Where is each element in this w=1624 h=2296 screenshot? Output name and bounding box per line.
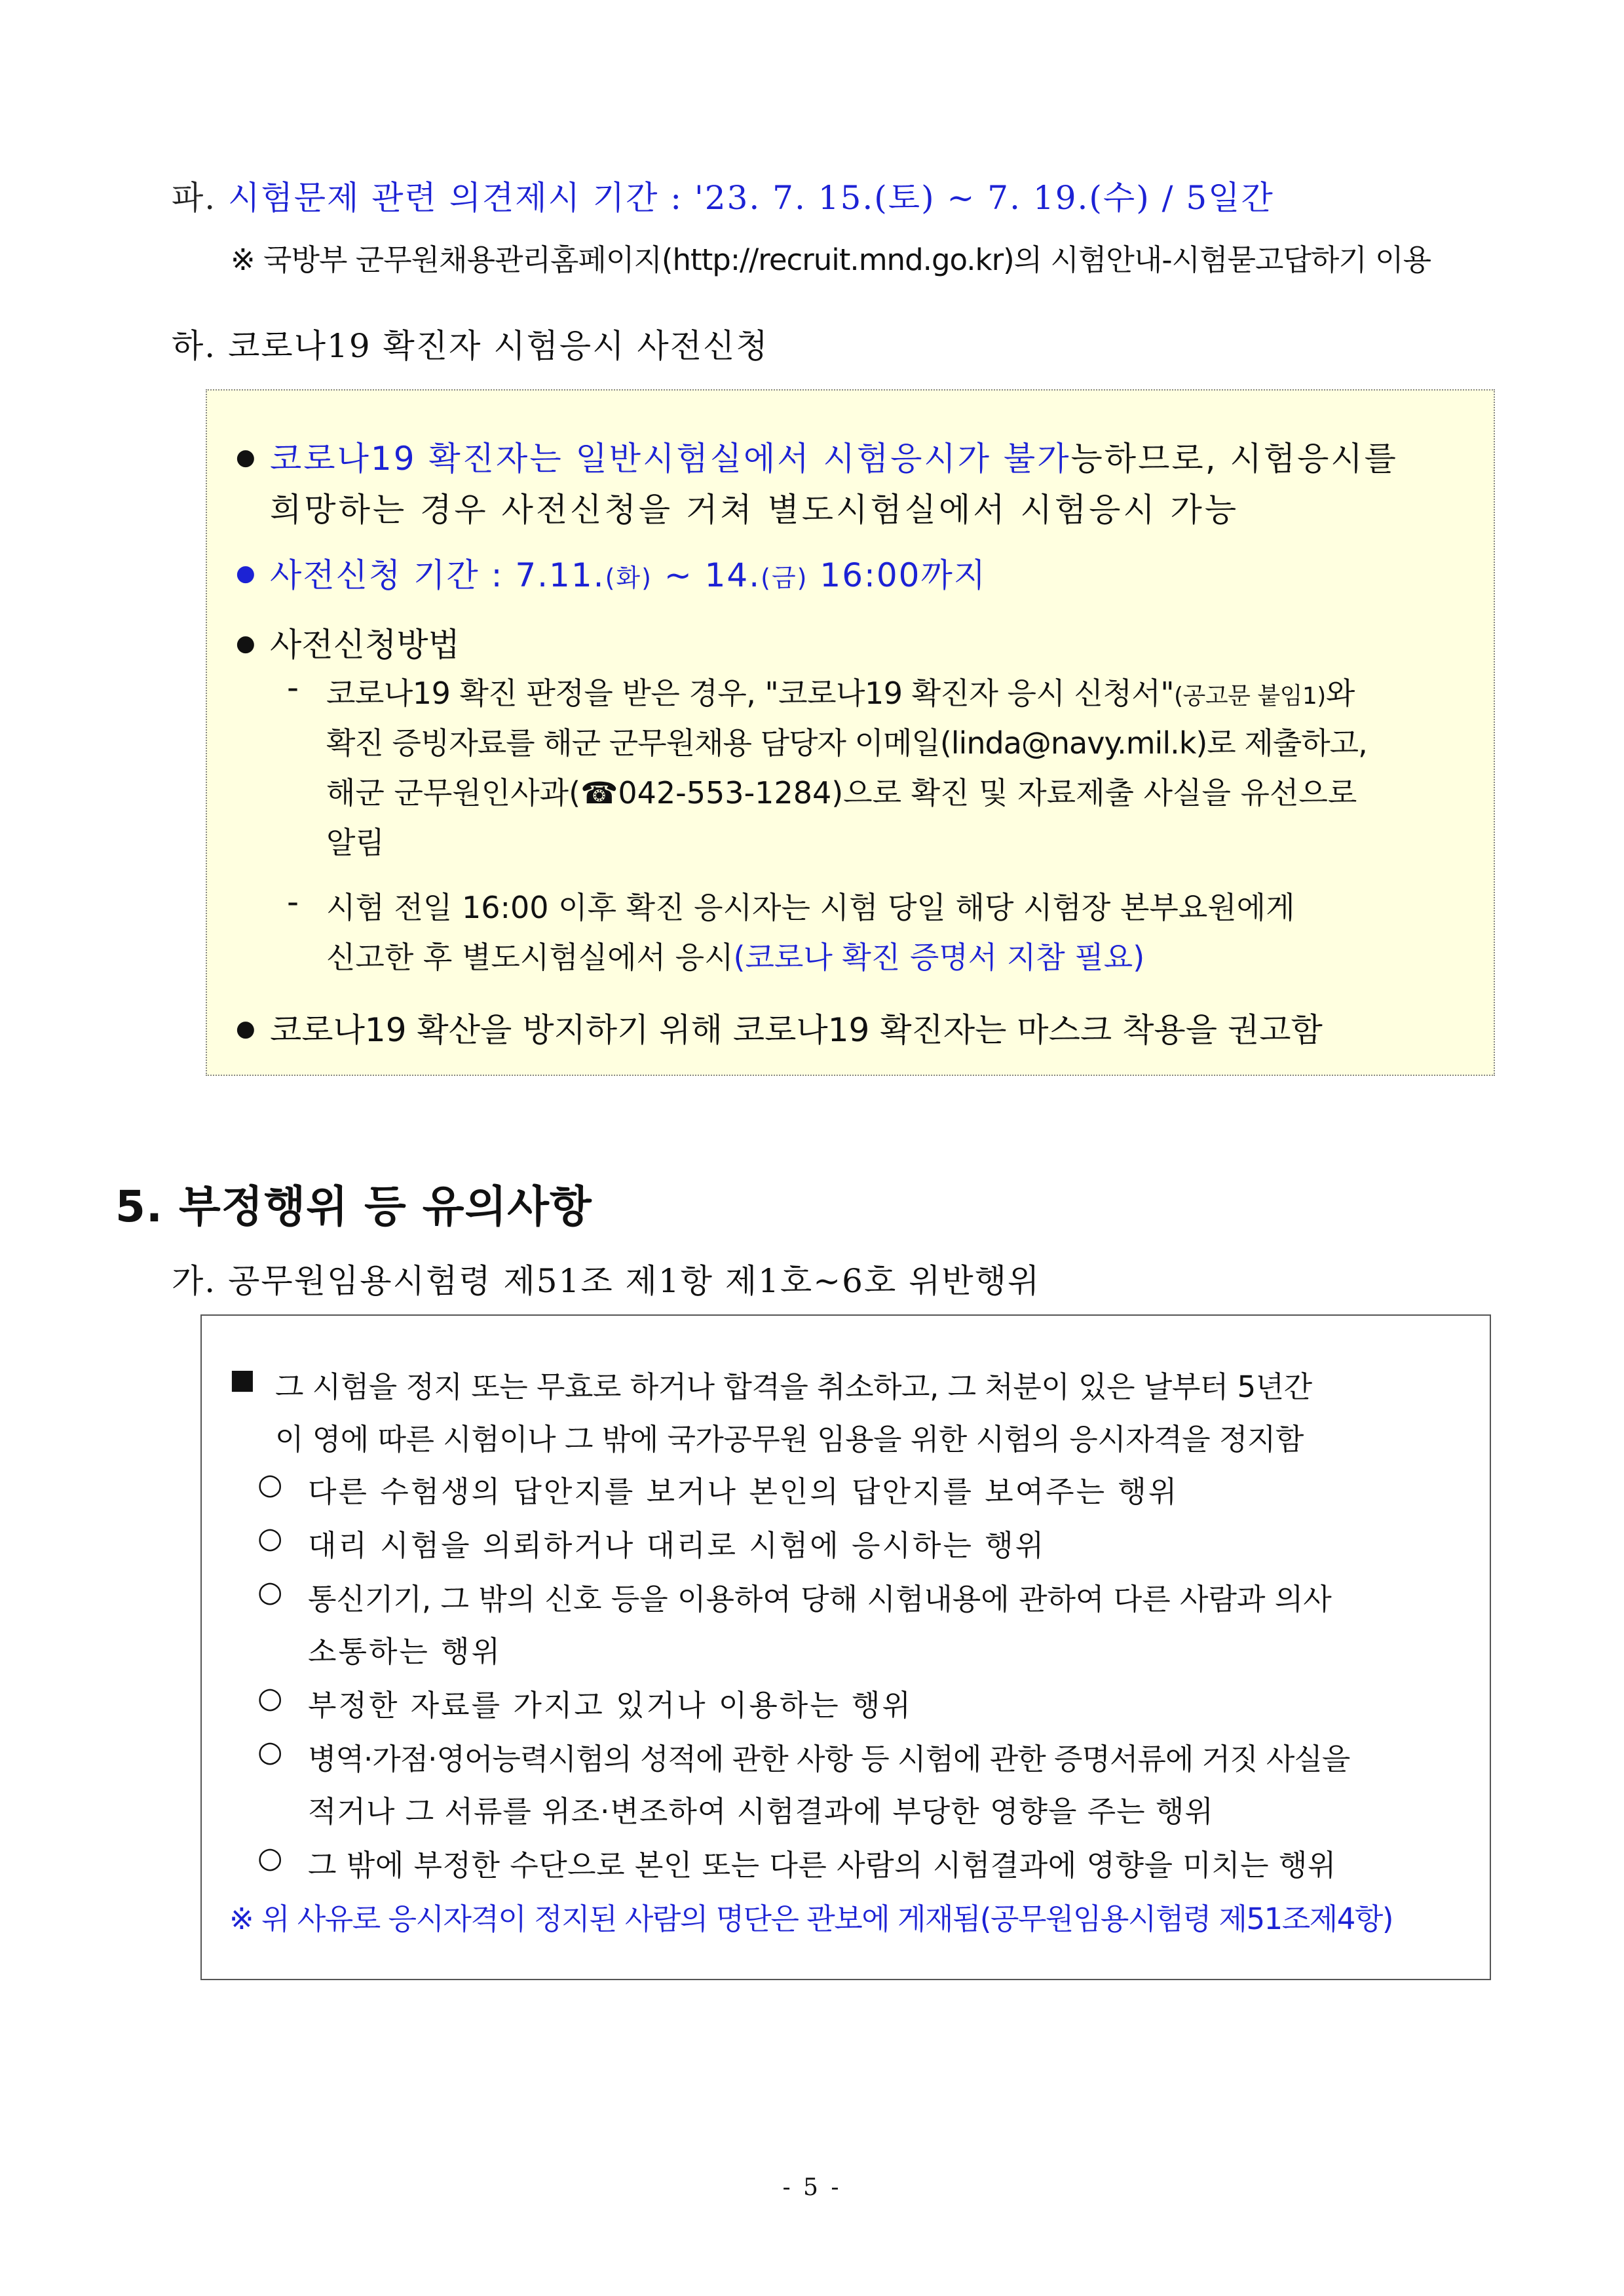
bullet-icon: ● [236,1016,255,1042]
circle-icon: ○ [257,1735,283,1769]
item-ga-text: 공무원임용시험령 제51조 제1항 제1호~6호 위반행위 [228,1262,1041,1300]
item-ga-label: 가. [172,1262,217,1300]
covid-bullet-1-highlight: 코로나19 확진자는 일반시험실에서 시험응시가 불가 [270,440,1071,478]
covid-method-1-suffix: 와 [1325,676,1355,711]
item-ha-label: 하. [172,327,217,365]
violation-item: 통신기기, 그 밖의 신호 등을 이용하여 당해 시험내용에 관하여 다른 사람과 의사 [308,1582,1332,1617]
item-ha-text: 코로나19 확진자 시험응시 사전신청 [228,327,769,365]
item-pa-text: 시험문제 관련 의견제시 기간 : '23. 7. 15.(토) ~ 7. 19.(수) / 5일간 [228,179,1274,217]
circle-icon: ○ [257,1841,283,1875]
covid-method-1-text: 코로나19 확진 판정을 받은 경우, "코로나19 확진자 응시 신청서" [326,676,1175,711]
covid-method-1-line2: 확진 증빙자료를 해군 군무원채용 담당자 이메일(linda@navy.mil.k)로 제출하고, [326,725,1367,761]
item-pa [172,172,1274,219]
phone-icon: ☎ [580,775,618,811]
covid-method-2-highlight: (코로나 확진 증명서 지참 필요) [733,940,1145,975]
covid-bullet-1-rest: 능하므로, 시험응시를 [1070,440,1398,478]
circle-icon: ○ [257,1681,283,1715]
covid-method-1-line4: 알림 [326,825,385,860]
covid-period-d: (금) [761,564,808,592]
circle-icon: ○ [257,1521,283,1555]
covid-method-1-line1 [326,670,1355,713]
covid-method-1-phone: 042-553-1284)으로 확진 및 자료제출 사실을 유선으로 [618,775,1357,811]
covid-bullet-4: 코로나19 확산을 방지하기 위해 코로나19 확진자는 마스크 착용을 권고함 [270,1011,1323,1049]
circle-icon: ○ [257,1468,283,1501]
violation-item-cont: 적거나 그 서류를 위조·변조하여 시험결과에 부당한 영향을 주는 행위 [308,1794,1214,1829]
violation-item-cont: 소통하는 행위 [308,1634,502,1669]
square-icon: ■ [229,1363,255,1395]
covid-period-c: ~ 14. [652,556,761,594]
item-pa-note: ※ 국방부 군무원채용관리홈페이지(http://recruit.mnd.go.kr)의 시험안내-시험묻고답하기 이용 [231,242,1431,277]
section-title: 5. 부정행위 등 유의사항 [115,1181,592,1232]
violation-head-line1: 그 시험을 정지 또는 무효로 하거나 합격을 취소하고, 그 처분이 있은 날부터 5년간 [275,1369,1312,1404]
item-ga [172,1255,1040,1302]
bullet-icon: ● [236,560,255,586]
circle-icon: ○ [257,1575,283,1609]
violation-item: 병역·가점·영어능력시험의 성적에 관한 사항 등 시험에 관한 증명서류에 거짓 사실을 [308,1742,1350,1776]
violation-item: 다른 수험생의 답안지를 보거나 본인의 답안지를 보여주는 행위 [308,1474,1179,1509]
covid-bullet-3: 사전신청방법 [270,626,460,664]
violation-note: ※ 위 사유로 응시자격이 정지된 사람의 명단은 관보에 게재됨(공무원임용시험령 제51조제4항) [229,1902,1393,1936]
covid-method-1-dept: 해군 군무원인사과( [326,775,581,811]
covid-period-b: (화) [605,564,652,592]
item-pa-label: 파. [172,179,217,217]
covid-bullet-1-line2: 희망하는 경우 사전신청을 거쳐 별도시험실에서 시험응시 가능 [270,491,1239,529]
covid-period-a: 사전신청 기간 : 7.11. [270,556,605,594]
covid-bullet-1 [270,432,1398,480]
violation-head-line2: 이 영에 따른 시험이나 그 밖에 국가공무원 임용을 위한 시험의 응시자격을 정지함 [275,1422,1304,1457]
page-number: - 5 - [782,2174,842,2201]
dash-icon: - [287,668,299,706]
covid-method-1-line3 [326,769,1357,813]
item-ha [172,320,769,367]
dash-icon: - [287,883,299,921]
covid-method-2-line2 [326,934,1144,977]
covid-method-2-text: 신고한 후 별도시험실에서 응시 [326,940,734,975]
violation-item: 대리 시험을 의뢰하거나 대리로 시험에 응시하는 행위 [308,1528,1046,1563]
covid-bullet-2 [270,549,987,596]
covid-method-2-line1: 시험 전일 16:00 이후 확진 응시자는 시험 당일 해당 시험장 본부요원에게 [326,890,1295,925]
bullet-icon: ● [236,630,255,657]
violation-item: 부정한 자료를 가지고 있거나 이용하는 행위 [308,1688,913,1723]
covid-method-1-attachment: (공고문 붙임1) [1174,683,1326,710]
bullet-icon: ● [236,444,255,470]
covid-period-e: 16:00까지 [808,556,987,594]
violation-item: 그 밖에 부정한 수단으로 본인 또는 다른 사람의 시험결과에 영향을 미치는 행위 [308,1848,1336,1883]
